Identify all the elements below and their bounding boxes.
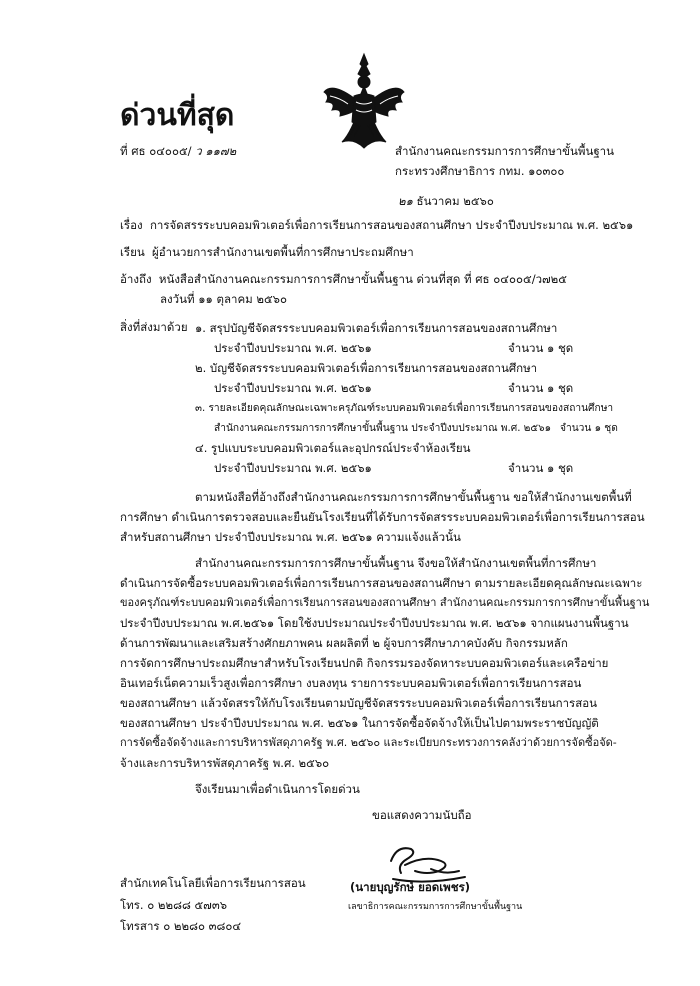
enclosure-item-3-title: ๓. รายละเอียดคุณลักษณะเฉพาะครุภัณฑ์ระบบคอมพิวเตอร์เพื่อการเรียนการสอนของสถานศึกษา [195,403,614,414]
paragraph-line: อินเทอร์เน็ตความเร็วสูงเพื่อการศึกษา งบลงทุน รายการระบบคอมพิวเตอร์เพื่อการเรียนการสอน [120,676,582,690]
date-month-year: ธันวาคม ๒๕๖๐ [416,194,494,208]
signer-name: (นายบุญรักษ์ ยอดเพชร) [350,880,470,894]
paragraph-line: การศึกษา ดำเนินการตรวจสอบและยืนยันโรงเรียนที่ได้รับการจัดสรรระบบคอมพิวเตอร์เพื่อการเรียนการสอน [120,510,645,524]
document-date [398,194,494,208]
body-paragraph-3: จึงเรียนมาเพื่อดำเนินการโดยด่วน [195,782,360,796]
recipient-line [120,245,414,259]
document-number-prefix: ที่ ศธ ๐๔๐๐๕/ [120,144,192,158]
paragraph-line: ของสถานศึกษา ประจำปีงบประมาณ พ.ศ. ๒๕๖๑ ในการจัดซื้อจัดจ้างให้เป็นไปตามพระราชบัญญัติ [120,716,599,730]
footer-phone: โทร. ๐ ๒๒๘๘ ๕๗๓๖ [120,898,227,912]
enclosure-item-1-title: ๑. สรุปบัญชีจัดสรรระบบคอมพิวเตอร์เพื่อการเรียนการสอนของสถานศึกษา [195,321,558,335]
paragraph-line: สำหรับสถานศึกษา ประจำปีงบประมาณ พ.ศ. ๒๕๖๑ ความแจ้งแล้วนั้น [120,530,461,544]
enclosure-item-4-subtitle: ประจำปีงบประมาณ พ.ศ. ๒๕๖๑ [214,461,372,475]
paragraph-line: ของครุภัณฑ์ระบบคอมพิวเตอร์เพื่อการเรียนการสอนของสถานศึกษา สำนักงานคณะกรรมการการศึกษาขั้นพื้นฐาน [120,596,650,609]
enclosure-item-4-title: ๔. รูปแบบระบบคอมพิวเตอร์และอุปกรณ์ประจำห้องเรียน [195,441,471,455]
paragraph-line: ด้านการพัฒนาและเสริมสร้างศักยภาพคน ผลผลิตที่ ๒ ผู้จบการศึกษาภาคบังคับ กิจกรรมหลัก [120,636,568,650]
urgency-heading: ด่วนที่สุด [120,98,235,133]
reference-date: ลงวันที่ ๑๑ ตุลาคม ๒๕๖๐ [160,292,287,306]
reference-text: หนังสือสำนักงานคณะกรรมการการศึกษาขั้นพื้นฐาน ด่วนที่สุด ที่ ศธ ๐๔๐๐๕/ว๗๒๕ [158,272,567,286]
paragraph-line: ประจำปีงบประมาณ พ.ศ.๒๕๖๑ โดยใช้งบประมาณประจำปีงบประมาณ พ.ศ. ๒๕๖๑ จากแผนงานพื้นฐาน [120,616,629,630]
subject-line [120,218,633,232]
paragraph-line: การจัดซื้อจัดจ้างและการบริหารพัสดุภาครัฐ พ.ศ. ๒๕๖๐ และระเบียบกระทรวงการคลังว่าด้วยการจัดซื้อจัด- [120,736,617,749]
footer-unit: สำนักเทคโนโลยีเพื่อการเรียนการสอน [120,876,306,890]
reference-label: อ้างถึง [120,272,152,286]
enclosure-item-2-qty: จำนวน ๑ ชุด [508,381,574,395]
enclosure-item-2-subtitle: ประจำปีงบประมาณ พ.ศ. ๒๕๖๑ [214,381,372,395]
enclosure-item-3-subtitle: สำนักงานคณะกรรมการการศึกษาขั้นพื้นฐาน ประจำปีงบประมาณ พ.ศ. ๒๕๖๑ [214,423,552,434]
enclosure-item-1-subtitle: ประจำปีงบประมาณ พ.ศ. ๒๕๖๑ [214,341,372,355]
footer-fax: โทรสาร ๐ ๒๒๘๐ ๓๘๐๔ [120,919,242,933]
recipient-text: ผู้อำนวยการสำนักงานเขตพื้นที่การศึกษาประถมศึกษา [152,245,414,259]
office-address: กระทรวงศึกษาธิการ กทม. ๑๐๓๐๐ [395,164,565,178]
closing-salutation: ขอแสดงความนับถือ [372,808,472,822]
paragraph-line: จ้างและการบริหารพัสดุภาครัฐ พ.ศ. ๒๕๖๐ [120,756,330,770]
recipient-label: เรียน [120,245,145,259]
document-number [120,144,236,158]
paragraph-line: ของสถานศึกษา แล้วจัดสรรให้กับโรงเรียนตามบัญชีจัดสรรระบบคอมพิวเตอร์เพื่อการเรียนการสอน [120,696,598,710]
paragraph-line: ดำเนินการจัดซื้อระบบคอมพิวเตอร์เพื่อการเรียนการสอนของสถานศึกษา ตามรายละเอียดคุณลักษณะเฉพาะ [120,576,643,590]
subject-label: เรื่อง [120,218,143,232]
paragraph-line: สำนักงานคณะกรรมการการศึกษาขั้นพื้นฐาน จึงขอให้สำนักงานเขตพื้นที่การศึกษา [195,556,597,570]
enclosure-item-4-qty: จำนวน ๑ ชุด [508,461,574,475]
reference-line [120,272,567,286]
enclosures-label: สิ่งที่ส่งมาด้วย [120,320,188,334]
garuda-emblem-icon [318,52,410,152]
enclosure-item-2-title: ๒. บัญชีจัดสรรระบบคอมพิวเตอร์เพื่อการเรียนการสอนของสถานศึกษา [195,361,538,375]
document-number-handwritten: ว ๑๑๗๒ [195,144,237,158]
issuing-office: สำนักงานคณะกรรมการการศึกษาขั้นพื้นฐาน [395,144,614,158]
subject-text: การจัดสรรระบบคอมพิวเตอร์เพื่อการเรียนการสอนของสถานศึกษา ประจำปีงบประมาณ พ.ศ. ๒๕๖๑ [149,218,634,232]
paragraph-line: การจัดการศึกษาประถมศึกษาสำหรับโรงเรียนปกติ กิจกรรมรองจัดหาระบบคอมพิวเตอร์และเครือข่าย [120,656,609,670]
paragraph-line: ตามหนังสือที่อ้างถึงสำนักงานคณะกรรมการการศึกษาขั้นพื้นฐาน ขอให้สำนักงานเขตพื้นที่ [195,490,632,504]
date-day-handwritten: ๒๑ [398,194,413,208]
signer-title: เลขาธิการคณะกรรมการการศึกษาขั้นพื้นฐาน [348,902,523,912]
enclosure-item-1-qty: จำนวน ๑ ชุด [508,341,574,355]
enclosure-item-3-qty: จำนวน ๑ ชุด [560,423,618,434]
